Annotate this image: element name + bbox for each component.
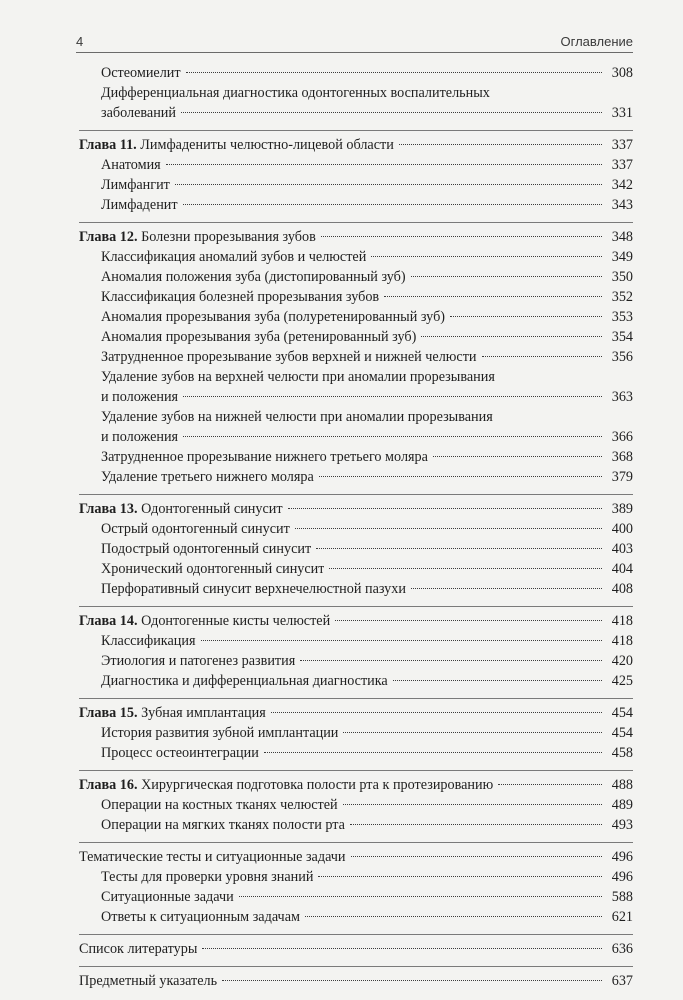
toc-entry-title: Аномалия положения зуба (дистопированный зуб)	[101, 269, 406, 285]
chapter-page: 418	[611, 613, 633, 629]
chapter-entry[interactable]	[79, 611, 633, 631]
toc-entry[interactable]	[79, 723, 633, 743]
toc-entry-title: Классификация	[101, 633, 196, 649]
toc-entry-page: 363	[611, 389, 633, 405]
chapter-label: Глава 16.	[79, 777, 138, 793]
toc-entry-page: 458	[611, 745, 633, 761]
toc-entry-title: Затрудненное прорезывание нижнего третьего моляра	[101, 449, 428, 465]
dot-leader	[288, 508, 602, 509]
chapter-title	[79, 703, 266, 723]
section-page: 496	[611, 849, 633, 865]
section-divider	[79, 222, 633, 223]
dot-leader	[335, 620, 602, 621]
toc-entry-title: и положения	[101, 429, 179, 445]
toc-entry[interactable]	[79, 651, 633, 671]
toc-entry-title: Лимфаденит	[101, 197, 178, 213]
toc-entry[interactable]	[79, 519, 633, 539]
toc-entry-page: 379	[611, 469, 633, 485]
dot-leader	[186, 72, 602, 73]
dot-leader	[318, 876, 602, 877]
chapter-title	[79, 611, 330, 631]
dot-leader	[271, 712, 602, 713]
toc-entry-title: Затрудненное прорезывание зубов верхней и нижней челюсти	[101, 349, 477, 365]
dot-leader	[411, 588, 602, 589]
toc-entry-page: 496	[611, 869, 633, 885]
dot-leader	[295, 528, 602, 529]
toc-entry-title: Диагностика и дифференциальная диагностика	[101, 673, 388, 689]
toc-entry-page: 408	[611, 581, 633, 597]
dot-leader	[433, 456, 602, 457]
dot-leader	[351, 856, 602, 857]
toc-entry-title: Анатомия	[101, 157, 161, 173]
toc-entry-page: 420	[611, 653, 633, 669]
chapter-label: Глава 13.	[79, 501, 138, 517]
dot-leader	[222, 980, 602, 981]
toc-entry-title: Лимфангит	[101, 177, 170, 193]
toc-entry[interactable]	[79, 671, 633, 691]
toc-entry-page: 489	[611, 797, 633, 813]
toc-entry[interactable]	[79, 327, 633, 347]
toc-entry[interactable]	[79, 907, 633, 927]
toc-entry-title-line: Дифференциальная диагностика одонтогенных воспалительных	[101, 85, 490, 101]
toc-entry-page: 454	[611, 725, 633, 741]
toc-entry[interactable]	[79, 247, 633, 267]
chapter-title	[79, 227, 316, 247]
section-divider	[79, 606, 633, 607]
toc-entry-page: 403	[611, 541, 633, 557]
toc-entry[interactable]	[79, 743, 633, 763]
section-title: Тематические тесты и ситуационные задачи	[79, 849, 346, 865]
table-of-contents	[79, 63, 633, 991]
chapter-title	[79, 775, 493, 795]
dot-leader	[201, 640, 603, 641]
section-divider	[79, 770, 633, 771]
toc-entry-title: Процесс остеоинтеграции	[101, 745, 259, 761]
toc-entry-title: Хронический одонтогенный синусит	[101, 561, 325, 577]
toc-entry-page: 331	[611, 105, 633, 121]
toc-entry-title: Подострый одонтогенный синусит	[101, 541, 312, 557]
toc-entry-page: 353	[611, 309, 633, 325]
chapter-name: Лимфадениты челюстно-лицевой области	[140, 137, 394, 153]
toc-entry-page: 493	[611, 817, 633, 833]
toc-entry[interactable]	[79, 287, 633, 307]
toc-entry-page: 418	[611, 633, 633, 649]
toc-entry-page: 425	[611, 673, 633, 689]
chapter-page: 488	[611, 777, 633, 793]
section-divider	[79, 494, 633, 495]
dot-leader	[450, 316, 602, 317]
chapter-entry[interactable]	[79, 775, 633, 795]
chapter-entry[interactable]	[79, 227, 633, 247]
dot-leader	[482, 356, 603, 357]
section-page: 636	[611, 941, 633, 957]
chapter-entry[interactable]	[79, 499, 633, 519]
toc-entry-page: 349	[611, 249, 633, 265]
toc-entry-page: 621	[611, 909, 633, 925]
section-entry[interactable]	[79, 971, 633, 991]
section-title: Предметный указатель	[79, 973, 218, 989]
chapter-label: Глава 12.	[79, 229, 138, 245]
toc-entry[interactable]	[79, 63, 633, 83]
toc-entry[interactable]	[79, 307, 633, 327]
toc-entry-page: 404	[611, 561, 633, 577]
toc-entry-page: 354	[611, 329, 633, 345]
dot-leader	[264, 752, 602, 753]
toc-entry[interactable]	[79, 447, 633, 467]
toc-entry-title: Этиология и патогенез развития	[101, 653, 296, 669]
section-entry[interactable]	[79, 939, 633, 959]
section-entry[interactable]	[79, 847, 633, 867]
toc-entry-page: 350	[611, 269, 633, 285]
chapter-page: 337	[611, 137, 633, 153]
running-header	[76, 28, 633, 52]
toc-entry[interactable]	[79, 155, 633, 175]
page-number: 4	[76, 34, 84, 49]
running-title: Оглавление	[560, 34, 633, 49]
toc-entry-title-line: Удаление зубов на верхней челюсти при аномалии прорезывания	[101, 369, 495, 385]
toc-entry-page: 588	[611, 889, 633, 905]
dot-leader	[316, 548, 602, 549]
dot-leader	[319, 476, 602, 477]
toc-entry[interactable]	[79, 195, 633, 215]
toc-entry[interactable]	[79, 867, 633, 887]
dot-leader	[183, 436, 602, 437]
chapter-name: Болезни прорезывания зубов	[141, 229, 316, 245]
dot-leader	[175, 184, 602, 185]
toc-entry[interactable]	[79, 887, 633, 907]
chapter-page: 348	[611, 229, 633, 245]
chapter-name: Хирургическая подготовка полости рта к протезированию	[141, 777, 494, 793]
dot-leader	[343, 732, 602, 733]
toc-entry-page: 400	[611, 521, 633, 537]
dot-leader	[183, 204, 602, 205]
toc-entry-title-line: Удаление зубов на нижней челюсти при аномалии прорезывания	[101, 409, 493, 425]
dot-leader	[421, 336, 602, 337]
dot-leader	[300, 660, 602, 661]
dot-leader	[343, 804, 602, 805]
dot-leader	[371, 256, 602, 257]
dot-leader	[393, 680, 602, 681]
section-page: 637	[611, 973, 633, 989]
section-title: Список литературы	[79, 941, 198, 957]
toc-entry[interactable]	[79, 387, 633, 407]
chapter-page: 389	[611, 501, 633, 517]
toc-entry-title: История развития зубной имплантации	[101, 725, 339, 741]
toc-entry-page: 352	[611, 289, 633, 305]
toc-entry[interactable]	[79, 103, 633, 123]
chapter-name: Зубная имплантация	[141, 705, 266, 721]
toc-entry-title: Ситуационные задачи	[101, 889, 234, 905]
toc-entry[interactable]	[79, 427, 633, 447]
section-divider	[79, 966, 633, 967]
dot-leader	[321, 236, 602, 237]
toc-entry-page: 356	[611, 349, 633, 365]
chapter-label: Глава 14.	[79, 613, 138, 629]
dot-leader	[384, 296, 602, 297]
dot-leader	[183, 396, 602, 397]
dot-leader	[350, 824, 602, 825]
toc-entry[interactable]	[79, 539, 633, 559]
toc-entry-title: заболеваний	[101, 105, 176, 121]
dot-leader	[181, 112, 602, 113]
toc-entry-page: 337	[611, 157, 633, 173]
toc-entry-title: Классификация болезней прорезывания зубов	[101, 289, 380, 305]
toc-entry-title: и положения	[101, 389, 179, 405]
toc-entry-title: Аномалия прорезывания зуба (полуретенированный зуб)	[101, 309, 446, 325]
toc-entry-title: Ответы к ситуационным задачам	[101, 909, 300, 925]
chapter-label: Глава 11.	[79, 137, 137, 153]
toc-entry[interactable]	[79, 347, 633, 367]
toc-entry[interactable]	[79, 175, 633, 195]
dot-leader	[239, 896, 602, 897]
toc-entry-title: Удаление третьего нижнего моляра	[101, 469, 314, 485]
toc-entry-title: Операции на мягких тканях полости рта	[101, 817, 345, 833]
toc-entry[interactable]	[79, 267, 633, 287]
dot-leader	[498, 784, 602, 785]
chapter-name: Одонтогенный синусит	[141, 501, 283, 517]
section-divider	[79, 698, 633, 699]
section-divider	[79, 934, 633, 935]
toc-entry[interactable]	[79, 579, 633, 599]
toc-entry-title: Остеомиелит	[101, 65, 181, 81]
toc-entry[interactable]	[79, 631, 633, 651]
toc-entry-page: 368	[611, 449, 633, 465]
chapter-title	[79, 499, 283, 519]
dot-leader	[399, 144, 602, 145]
toc-entry-title: Перфоративный синусит верхнечелюстной пазухи	[101, 581, 406, 597]
chapter-entry[interactable]	[79, 703, 633, 723]
toc-entry-title: Острый одонтогенный синусит	[101, 521, 290, 537]
section-divider	[79, 842, 633, 843]
toc-entry-page: 366	[611, 429, 633, 445]
toc-entry[interactable]	[79, 467, 633, 487]
toc-entry-title: Аномалия прорезывания зуба (ретенированный зуб)	[101, 329, 417, 345]
toc-entry-title: Тесты для проверки уровня знаний	[101, 869, 314, 885]
chapter-name: Одонтогенные кисты челюстей	[141, 613, 331, 629]
header-rule	[76, 52, 633, 53]
dot-leader	[305, 916, 602, 917]
toc-entry-title: Классификация аномалий зубов и челюстей	[101, 249, 367, 265]
toc-entry[interactable]	[79, 795, 633, 815]
toc-entry[interactable]	[79, 815, 633, 835]
toc-entry-page: 343	[611, 197, 633, 213]
dot-leader	[202, 948, 602, 949]
toc-entry-page: 342	[611, 177, 633, 193]
chapter-label: Глава 15.	[79, 705, 138, 721]
section-divider	[79, 130, 633, 131]
dot-leader	[166, 164, 602, 165]
toc-entry-page: 308	[611, 65, 633, 81]
toc-entry-title: Операции на костных тканях челюстей	[101, 797, 338, 813]
toc-entry[interactable]	[79, 559, 633, 579]
chapter-entry[interactable]	[79, 135, 633, 155]
chapter-page: 454	[611, 705, 633, 721]
dot-leader	[411, 276, 602, 277]
chapter-title	[79, 135, 394, 155]
dot-leader	[329, 568, 602, 569]
